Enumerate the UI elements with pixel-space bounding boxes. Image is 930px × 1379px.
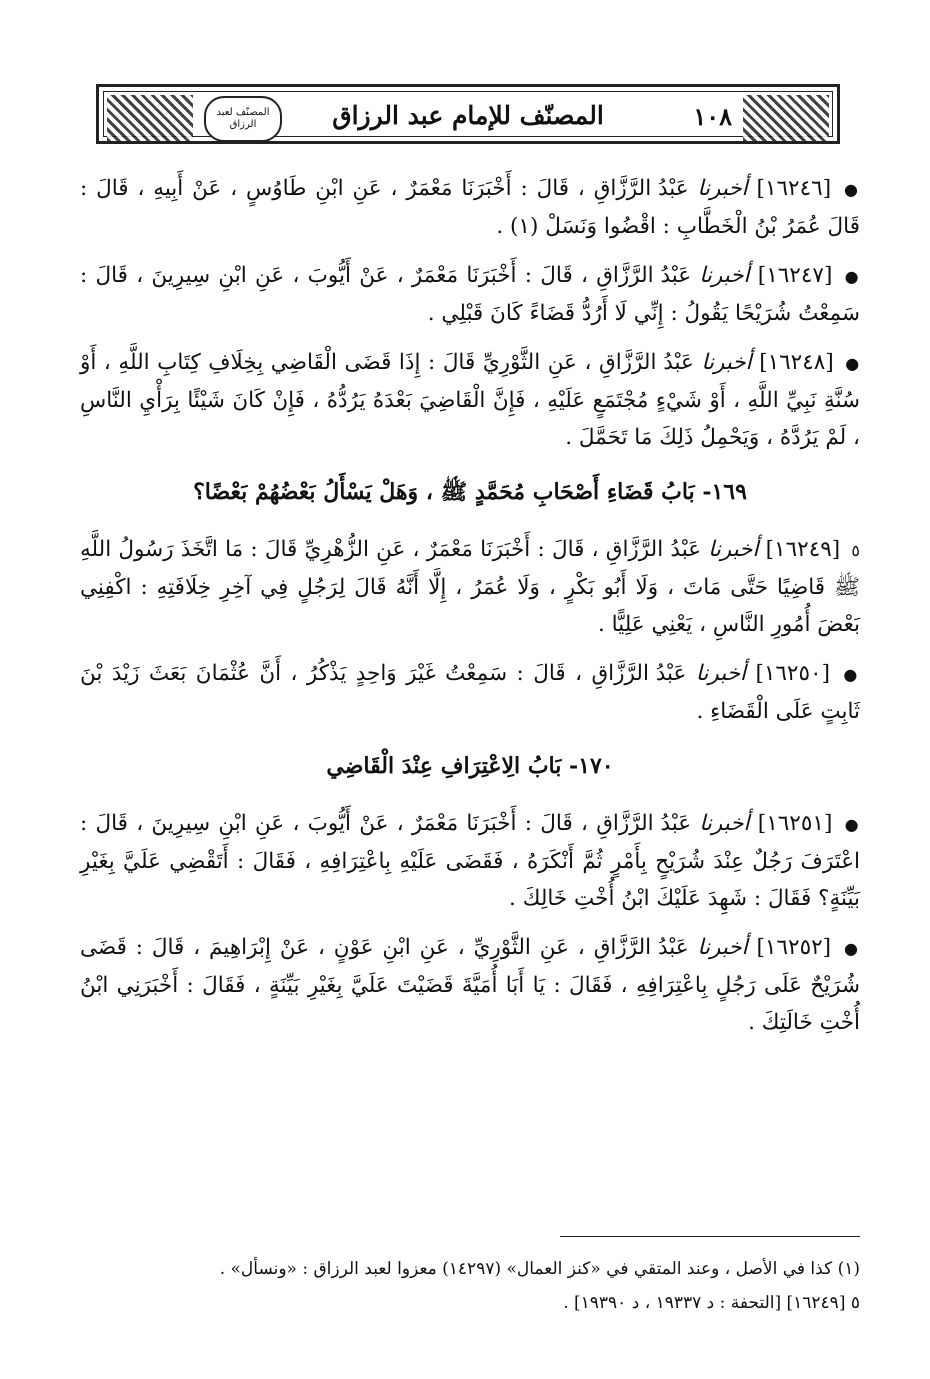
hadith-16247: ● [١٦٢٤٧] أخبرنا عَبْدُ الرَّزَّاقِ ، قَالَ : أَخْبَرَنَا مَعْمَرٌ ، عَنْ أَيُّوبَ ، عَنِ ابْنِ سِيرِينَ ، قَالَ : سَمِعْتُ شُرَيْحًا يَقُولُ : إِنِّي لَا أَرُدُّ قَضَاءً كَانَ قَبْلِي . <box>80 263 861 326</box>
footnote-separator <box>560 1236 860 1237</box>
header-frame <box>103 91 833 137</box>
book-seal: المصنّف لعبد الرزاق <box>204 96 282 142</box>
chapter-170-heading: ١٧٠- بَابُ الِاعْتِرَافِ عِنْدَ الْقَاضِي <box>326 753 614 779</box>
page-header <box>96 84 840 144</box>
footnote-tuhfa: ٥ [١٦٢٤٩] [التحفة : د ١٩٣٣٧ ، د ١٩٣٩٠] . <box>563 1293 860 1313</box>
hadith-16249: ٥ [١٦٢٤٩] أخبرنا عَبْدُ الرَّزَّاقِ ، قَالَ : أَخْبَرَنَا مَعْمَرٌ ، عَنِ الزُّهْرِيِّ قَالَ : مَا اتَّخَذَ رَسُولُ اللَّهِ ﷺ قَاضِيًا حَتَّى مَاتَ ، وَلَا أَبُو بَكْرٍ ، وَلَا عُمَرُ ، إِلَّا أَنَّهُ قَالَ لِرَجُلٍ فِي آخِرِ خِلَافَتِهِ : اكْفِنِي بَعْضَ أُمُورِ النَّاسِ ، يَعْنِي عَلِيًّا . <box>80 537 861 637</box>
running-title: المصنّف للإمام عبد الرزاق <box>332 101 604 130</box>
hadith-16251: ● [١٦٢٥١] أخبرنا عَبْدُ الرَّزَّاقِ ، قَالَ : أَخْبَرَنَا مَعْمَرٌ ، عَنْ أَيُّوبَ ، عَنِ ابْنِ سِيرِينَ ، قَالَ : اعْتَرَفَ رَجُلٌ عِنْدَ شُرَيْحٍ بِأَمْرٍ ثُمَّ أَنْكَرَهُ ، فَقَضَى عَلَيْهِ بِاعْتِرَافِهِ ، فَقَالَ : أَتَقْضِي عَلَيَّ بِغَيْرِ بَيِّنَةٍ؟ فَقَالَ : شَهِدَ عَلَيْكَ ابْنُ أُخْتِ خَالِكَ . <box>80 811 861 911</box>
hadith-16248: ● [١٦٢٤٨] أخبرنا عَبْدُ الرَّزَّاقِ ، عَنِ الثَّوْرِيِّ قَالَ : إِذَا قَضَى الْقَاضِي بِخِلَافِ كِتَابِ اللَّهِ ، أَوْ سُنَّةِ نَبِيِّ اللَّهِ ، أَوْ شَيْءٍ مُجْتَمَعٍ عَلَيْهِ ، فَإِنَّ الْقَاضِيَ بَعْدَهُ يَرُدُّهُ ، فَإِنْ كَانَ شَيْئًا بِرَأْيِ النَّاسِ ، لَمْ يَرُدَّهُ ، وَيَحْمِلُ ذَلِكَ مَا تَحَمَّلَ . <box>80 350 860 450</box>
chapter-169-heading: ١٦٩- بَابُ قَضَاءِ أَصْحَابِ مُحَمَّدٍ ﷺ ، وَهَلْ يَسْأَلُ بَعْضُهُمْ بَعْضًا؟ <box>193 479 747 505</box>
footnote-1: (١) كذا في الأصل ، وعند المتقي في «كنز العمال» (١٤٢٩٧) معزوا لعبد الرزاق : «ونسأل» . <box>219 1259 860 1279</box>
footnotes <box>80 1252 860 1320</box>
page-number: ١٠٨ <box>693 102 732 131</box>
page-body <box>80 170 860 1053</box>
hadith-16246: ● [١٦٢٤٦] أخبرنا عَبْدُ الرَّزَّاقِ ، قَالَ : أَخْبَرَنَا مَعْمَرٌ ، عَنِ ابْنِ طَاوُسٍ ، عَنْ أَبِيهِ ، قَالَ : قَالَ عُمَرُ بْنُ الْخَطَّابِ : اقْضُوا وَنَسَلْ (١) . <box>80 176 860 239</box>
hadith-16252: ● [١٦٢٥٢] أخبرنا عَبْدُ الرَّزَّاقِ ، عَنِ الثَّوْرِيِّ ، عَنِ ابْنِ عَوْنٍ ، عَنْ إِبْرَاهِيمَ ، قَالَ : قَضَى شُرَيْحٌ عَلَى رَجُلٍ بِاعْتِرَافِهِ ، فَقَالَ : يَا أَبَا أُمَيَّةَ قَضَيْتَ عَلَيَّ بِغَيْرِ بَيِّنَةٍ ، فَقَالَ : أَخْبَرَنِي ابْنُ أُخْتِ خَالَتِكَ . <box>80 935 860 1035</box>
hadith-16250: ● [١٦٢٥٠] أخبرنا عَبْدُ الرَّزَّاقِ ، قَالَ : سَمِعْتُ غَيْرَ وَاحِدٍ يَذْكُرُ ، أَنَّ عُثْمَانَ بَعَثَ زَيْدَ بْنَ ثَابِتٍ عَلَى الْقَضَاءِ . <box>80 661 860 724</box>
